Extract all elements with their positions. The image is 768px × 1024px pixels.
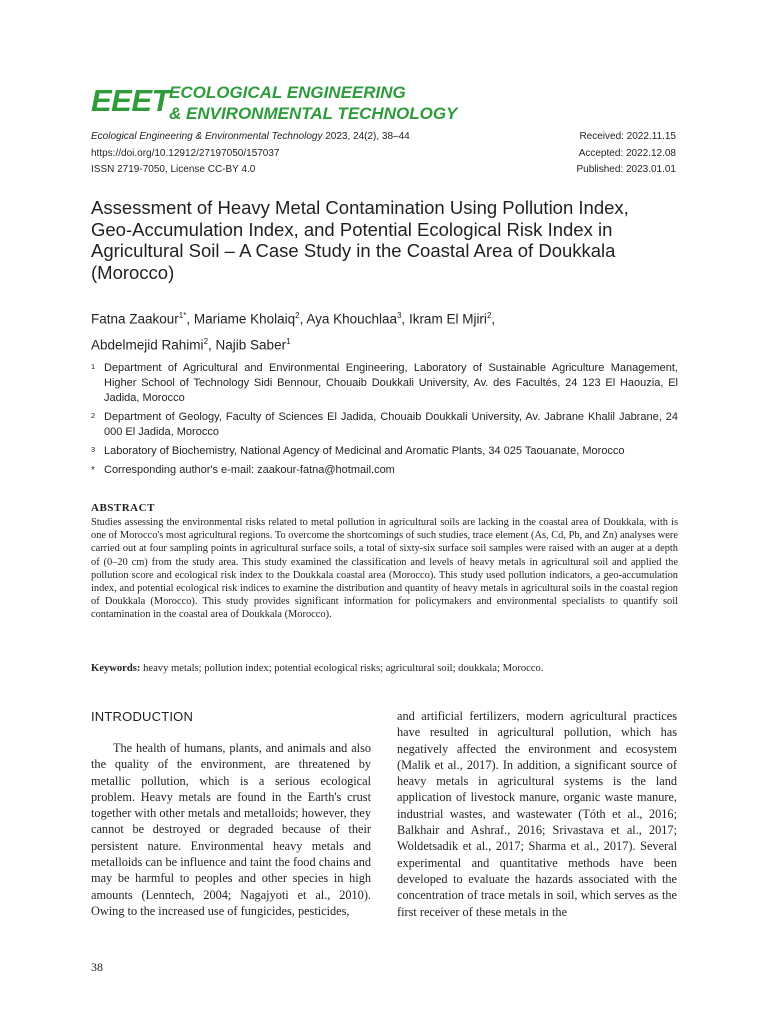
author-affil-mark: 2	[203, 336, 209, 346]
author-affil-mark: 2	[295, 311, 300, 320]
citation-block	[91, 129, 410, 179]
affiliation-number: 1	[91, 362, 96, 371]
journal-name-line2: & ENVIRONMENTAL TECHNOLOGY	[169, 104, 458, 123]
accepted-date: Accepted: 2022.12.08	[578, 147, 676, 159]
citation-line	[91, 129, 410, 146]
citation-journal: Ecological Engineering & Environmental Technology	[91, 131, 323, 142]
affiliation-text: Department of Agricultural and Environmental Engineering, Laboratory of Sustainable Agriculture Management, Higher School of Technology Sidi Bennour, Chouaib Doukkali University, Av. des Facultés, 24 123 El Haouzia, El Jadida, Morocco	[104, 362, 678, 404]
author-affil-mark: 3	[396, 311, 402, 320]
author: Abdelmejid Rahimi	[91, 337, 204, 352]
author: Ikram El Mjiri	[408, 311, 487, 327]
affiliation-item	[91, 410, 678, 440]
affiliation-text: Department of Geology, Faculty of Sciences El Jadida, Chouaib Doukkali University, Av. Jabrane Khalil Jabrane, 24 000 El Jadida, Morocco	[104, 411, 678, 438]
corresponding-email[interactable]: Corresponding author's e-mail: zaakour-fatna@hotmail.com	[104, 464, 395, 476]
author: Aya Khouchlaa	[306, 311, 397, 327]
page-number: 38	[91, 960, 103, 974]
journal-name	[169, 82, 457, 124]
abstract-text: Studies assessing the environmental risks related to metal pollution in agricultural soils are lacking in the coastal area of Doukkala, with is one of Morocco's most agricultural regions. To overcome the shortcomings of such studies, trace element (As, Cd, Pb, and Zn) analyses were carried out at four sampling points in agricultural surface soils, a total of sixty-six surface soil samples were raised with an auger at a depth of (0–20 cm) from the study area. This study examined the classification and levels of heavy metals in agricultural soil and applied the pollution score and ecological risk index to the Doukkala coastal area (Morocco). This study used pollution indicators, a geo-accumulation index, and potential ecological risk indices to examine the distribution and quantity of heavy metals in agricultural soils in the coastal region of Doukkala (Morocco). This study provides significant information for policymakers and environmental specialists to quantify soil contamination in the coastal area of Doukkala (Morocco).	[91, 517, 678, 621]
intro-column-left: The health of humans, plants, and animals and also the quality of the environment, are threatened by metallic pollution, which is a serious ecological problem. Heavy metals are found in the Earth's crust together with other metals and metalloids; however, they cannot be destroyed or degraded because of their persistent nature. Environmental heavy metals and metalloids can be influence and taint the food chains and may be harmful to peoples and other species in high amounts (Lenntech, 2004; Nagajyoti et al., 2010). Owing to the increased use of fungicides, pesticides,	[91, 741, 371, 918]
journal-logo: EEET	[91, 83, 170, 118]
issn-license: ISSN 2719-7050, License CC-BY 4.0	[91, 164, 256, 175]
author-list: Fatna Zaakour$^{1*}$, Mariame Kholaiq$^2$, Aya Khouchlaa$^3$, Ikram El Mjiri$^2$, Abdelmejid Rahimi$^2$, Najib Saber$^1$	[91, 311, 496, 352]
keywords-list: heavy metals; pollution index; potential ecological risks; agricultural soil; doukkala; Morocco.	[140, 663, 544, 674]
author-affil-mark: 1*	[178, 311, 187, 320]
abstract-heading: ABSTRACT	[91, 502, 155, 514]
citation-volume: 2023, 24(2), 38–44	[322, 131, 410, 142]
corresponding-mark: *	[91, 465, 95, 476]
affiliation-item	[91, 361, 678, 406]
keywords-line	[91, 662, 678, 676]
affiliation-number: 3	[91, 445, 96, 454]
affiliation-text: Laboratory of Biochemistry, National Agency of Medicinal and Aromatic Plants, 34 025 Taouanate, Morocco	[104, 445, 625, 457]
received-date: Received: 2022.11.15	[579, 131, 676, 142]
journal-name-line1: ECOLOGICAL ENGINEERING	[169, 83, 406, 102]
affiliations	[91, 361, 678, 482]
introduction-heading: INTRODUCTION	[91, 709, 194, 724]
author: Najib Saber	[215, 337, 287, 352]
affiliation-number: 2	[91, 411, 96, 420]
abstract-section	[91, 500, 678, 622]
author-affil-mark: 1	[286, 336, 291, 346]
doi-link[interactable]: https://doi.org/10.12912/27197050/157037	[91, 147, 280, 159]
article-title: Assessment of Heavy Metal Contamination Using Pollution Index, Geo-Accumulation Index, and Potential Ecological Risk Index in Agricultural Soil – A Case Study in the Coastal Area of Doukkala (Morocco)	[91, 197, 629, 283]
author-affil-mark: 2	[486, 311, 492, 320]
affiliation-item	[91, 444, 678, 459]
intro-column-right: and artificial fertilizers, modern agricultural practices have resulted in agricultural pollution, which has negatively affected the environment and ecosystem (Malik et al., 2017). In addition, a significant source of heavy metals in agricultural systems is the land application of livestock manure, organic waste manure, industrial wastes, and wastewater (Tóth et al., 2016; Balkhair and Ashraf., 2016; Srivastava et al., 2017; Woldetsadik et al., 2017; Sharma et al., 2017). Several experimental and quantitative methods have been developed to evaluate the hazards associated with the concentration of trace metals in soil, which serves as the first receiver of these metals in the	[397, 709, 677, 919]
affiliation-item	[91, 463, 678, 478]
keywords-label: Keywords:	[91, 663, 141, 674]
author: Mariame Kholaiq	[193, 311, 296, 327]
published-date: Published: 2023.01.01	[576, 164, 676, 175]
author: Fatna Zaakour	[91, 311, 179, 327]
dates-block	[576, 129, 676, 179]
